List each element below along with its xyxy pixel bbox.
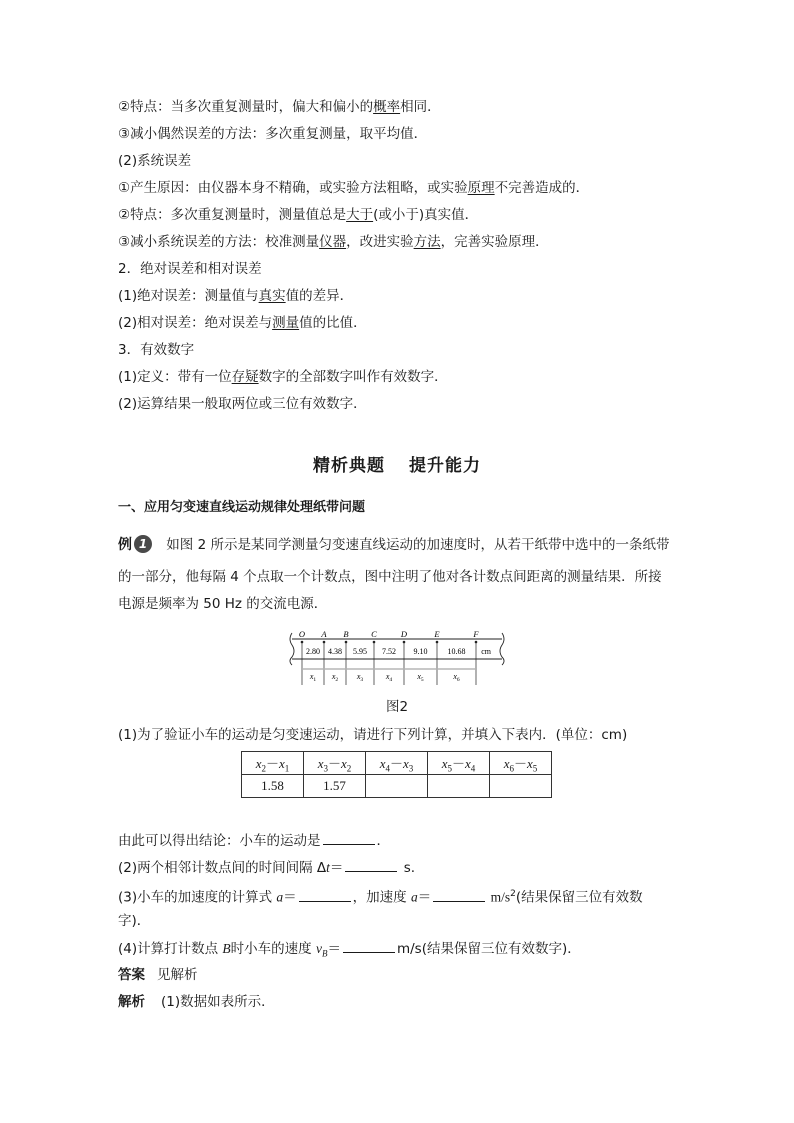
point-label-O: O [298, 629, 306, 639]
underlined-term: 大于 [346, 207, 374, 223]
table-cell[interactable] [490, 775, 552, 798]
variable: t [326, 860, 330, 875]
distance-label: 4.38 [328, 647, 342, 656]
section-title-part: 精析典题 [313, 456, 385, 476]
text: 一、应用匀变速直线运动规律处理纸带问题 [118, 500, 366, 515]
table-header-cell: $x_3-x_2$ [304, 752, 366, 775]
text: ＝ [417, 889, 432, 906]
text: 字)． [118, 913, 151, 929]
unit-label: cm [481, 647, 491, 656]
text: m/s(结果保留三位有效数字)． [396, 941, 581, 957]
text-line [118, 259, 262, 279]
question-1 [118, 725, 627, 745]
text: (2)两个相邻计数点间的时间间隔 Δ [118, 860, 327, 876]
text-line [118, 340, 194, 360]
conclusion-line [118, 830, 390, 851]
segment-label: $x_6$ [453, 672, 460, 683]
example-label: 例 [118, 537, 132, 553]
answer-label: 答案 [118, 967, 145, 983]
distance-label: 5.95 [353, 647, 367, 656]
variable: a [276, 889, 284, 905]
analysis-label: 解析 [118, 994, 145, 1010]
text: 由此可以得出结论：小车的运动是 [118, 833, 321, 849]
distance-label: 7.52 [382, 647, 396, 656]
text: ③减小偶然误差的方法：多次重复测量，取平均值． [118, 126, 428, 142]
unit: m/s [487, 889, 511, 905]
paper-tape-figure [286, 627, 512, 687]
figure-caption: 图2 [385, 699, 409, 715]
text: 值的差异． [285, 288, 354, 304]
text: (2)相对误差：绝对误差与 [118, 315, 273, 331]
underlined-term: 原理 [467, 180, 495, 196]
text-line [118, 205, 478, 225]
text: ＝ [327, 941, 341, 957]
table-cell[interactable] [366, 775, 428, 798]
heading: 2．绝对误差和相对误差 [118, 261, 262, 277]
answer-blank[interactable] [343, 938, 395, 953]
text: 值的比值． [299, 315, 367, 331]
text-line [118, 178, 589, 198]
underlined-term: 真实 [258, 288, 286, 304]
unit-exponent: 2 [510, 889, 516, 899]
text: (3)小车的加速度的计算式 [118, 889, 277, 906]
text-line [118, 151, 191, 171]
difference-table [241, 751, 552, 798]
answer-blank[interactable] [345, 857, 397, 872]
underlined-term: 测量 [272, 315, 300, 331]
segment-label: $x_1$ [309, 672, 317, 683]
text: 如图 2 所示是某同学测量匀变速直线运动的加速度时，从若干纸带中选中的一条纸带 [166, 537, 670, 553]
table-header-row [242, 752, 552, 775]
table-header-cell: $x_6-x_5$ [490, 752, 552, 775]
text-line [118, 594, 327, 614]
text: 相同． [400, 99, 441, 115]
text: ，完善实验原理． [440, 234, 549, 250]
text: 的一部分，他每隔 4 个点取一个计数点，图中注明了他对各计数点间距离的测量结果．所接 [118, 569, 662, 585]
analysis-text: (1)数据如表所示． [161, 994, 275, 1010]
text: ＝ [283, 889, 297, 906]
table-row [242, 775, 552, 798]
point-label-C: C [371, 629, 377, 639]
text: (或小于)真实值． [373, 207, 479, 223]
text: ，加速度 [352, 889, 411, 906]
section-title-part: 提升能力 [409, 456, 481, 476]
text-line [118, 313, 367, 333]
text: ，改进实验 [346, 234, 414, 250]
text: (结果保留三位有效数 [515, 889, 643, 906]
text-line [118, 394, 367, 414]
text: 数字的全部数字叫作有效数字． [258, 369, 448, 385]
text: (2)运算结果一般取两位或三位有效数字． [118, 396, 367, 412]
text: ②特点：当多次重复测量时，偏大和偏小的 [118, 99, 374, 115]
segment-label: $x_4$ [385, 672, 393, 683]
table-cell[interactable] [428, 775, 490, 798]
text-line [118, 286, 353, 306]
text: 时小车的速度 [230, 941, 316, 957]
text: ②特点：多次重复测量时，测量值总是 [118, 207, 347, 223]
table-cell: 1.57 [304, 775, 366, 798]
text: ③减小系统误差的方法：校准测量 [118, 234, 320, 250]
underlined-term: 仪器 [319, 234, 347, 250]
subheading: (2)系统误差 [118, 153, 192, 169]
variable: v [315, 941, 322, 956]
segment-label: $x_5$ [417, 672, 424, 683]
tape-right-torn-edge [500, 633, 504, 665]
point-label-A: A [321, 629, 327, 639]
text: (1)定义：带有一位 [118, 369, 232, 385]
answer-line [118, 965, 198, 985]
text-line [118, 124, 427, 144]
point-label-E: E [434, 629, 440, 639]
text: (4)计算打计数点 [118, 941, 223, 957]
heading: 3．有效数字 [118, 342, 195, 358]
subsection-heading [118, 498, 365, 518]
variable: B [222, 941, 231, 956]
answer-blank[interactable] [299, 887, 351, 902]
variable: a [410, 889, 418, 905]
answer-blank[interactable] [433, 887, 485, 902]
text-line [118, 911, 150, 931]
text: s. [399, 860, 416, 876]
distance-label: 2.80 [306, 647, 320, 656]
text-line [118, 367, 448, 387]
text: ①产生原因：由仪器本身不精确，或实验方法粗略，或实验 [118, 180, 468, 196]
segment-label: $x_2$ [331, 672, 339, 683]
text: ． [376, 833, 390, 849]
underlined-term: 方法 [413, 234, 441, 250]
text: 不完善造成的． [494, 180, 590, 196]
tape-left-torn-edge [290, 633, 294, 665]
distance-label: 9.10 [413, 647, 428, 656]
text: 电源是频率为 50 Hz 的交流电源． [118, 596, 328, 612]
text-line [118, 232, 549, 252]
point-label-F: F [473, 629, 479, 639]
table-cell: 1.58 [242, 775, 304, 798]
table-header-cell: $x_4-x_3$ [366, 752, 428, 775]
question-4 [118, 938, 581, 964]
answer-text: 见解析 [157, 967, 198, 983]
analysis-line [118, 992, 275, 1012]
point-label-D: D [400, 629, 408, 639]
text: (1)绝对误差：测量值与 [118, 288, 259, 304]
table-header-cell: $x_2-x_1$ [242, 752, 304, 775]
text: (1)为了验证小车的运动是匀变速运动，请进行下列计算，并填入下表内．(单位：cm) [118, 727, 628, 743]
variable-subscript: B [321, 948, 328, 959]
text-line [118, 567, 662, 587]
example-line [118, 535, 669, 555]
segment-label: $x_3$ [356, 672, 364, 683]
text: ＝ [329, 860, 344, 876]
question-3 [118, 884, 643, 908]
question-2 [118, 857, 415, 878]
text-line [118, 97, 441, 117]
underlined-term: 存疑 [231, 369, 259, 385]
point-label-B: B [343, 629, 349, 639]
section-title [0, 451, 794, 476]
answer-blank[interactable] [323, 830, 375, 845]
table-header-cell: $x_5-x_4$ [428, 752, 490, 775]
example-number-badge: 1 [134, 535, 152, 553]
distance-label: 10.68 [447, 647, 466, 656]
underlined-term: 概率 [373, 99, 401, 115]
